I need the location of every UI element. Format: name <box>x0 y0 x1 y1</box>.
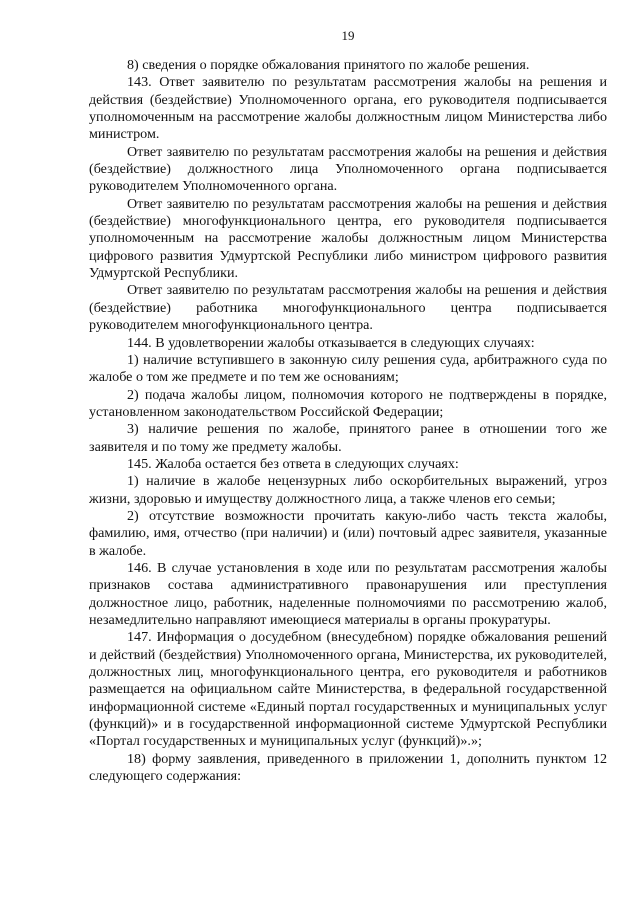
paragraph-item-8: 8) сведения о порядке обжалования принятого по жалобе решения. <box>127 57 530 73</box>
paragraph-145: 145. Жалоба остается без ответа в следующих случаях: <box>127 455 459 472</box>
page-number: 19 <box>341 28 355 43</box>
paragraph-145-item-1: 1) наличие в жалобе нецензурных либо оскорбительных выражений, угроз жизни, здоровью и имуществу должностного лица, а также членов его семьи; <box>89 473 607 507</box>
paragraph-147: 147. Информация о досудебном (внесудебном) порядке обжалования решений и действий (бездействия) Уполномоченного органа, Министерства, их руководителей, должностных лиц, многофункционального центра, его руководителя и работников размещается на официальном сайте Министерства, в федеральной государственной информационной системе «Единый портал государственных и муниципальных услуг (функций)» и в государственной информационной системе Удмуртской Республики «Портал государственных и муниципальных услуг (функций)».»; <box>89 629 607 750</box>
paragraph-145-item-2: 2) отсутствие возможности прочитать какую-либо часть текста жалобы, фамилию, имя, отчество (при наличии) и (или) почтовый адрес заявителя, указанные в жалобе. <box>89 507 607 559</box>
paragraph-answer-official: Ответ заявителю по результатам рассмотрения жалобы на решения и действия (бездействие) должностного лица Уполномоченного органа подписывается руководителем Уполномоченного органа. <box>89 143 607 195</box>
paragraph-144-item-1: 1) наличие вступившего в законную силу решения суда, арбитражного суда по жалобе о том же предмете и по тем же основаниям; <box>89 351 607 386</box>
paragraph-144-item-2: 2) подача жалобы лицом, полномочия которого не подтверждены в порядке, установленном законодательством Российской Федерации; <box>89 386 607 420</box>
paragraph-answer-mfc-worker: Ответ заявителю по результатам рассмотрения жалобы на решения и действия (бездействие) работника многофункционального центра подписывается руководителем многофункционального центра. <box>89 282 607 334</box>
paragraph-answer-mfc: Ответ заявителю по результатам рассмотрения жалобы на решения и действия (бездействие) многофункционального центра, его руководителя подписывается уполномоченным на рассмотрение жалобы должностным лицом Министерства цифрового развития Удмуртской Республики либо министром цифрового развития Удмуртской Республики. <box>89 195 607 282</box>
paragraph-144-item-3: 3) наличие решения по жалобе, принятого ранее в отношении того же заявителя и по тому же предмету жалобы. <box>89 421 607 455</box>
document-page <box>89 27 607 785</box>
paragraph-item-18: 18) форму заявления, приведенного в приложении 1, дополнить пунктом 12 следующего содержания: <box>89 750 607 785</box>
paragraph-143: 143. Ответ заявителю по результатам рассмотрения жалобы на решения и действия (бездействие) Уполномоченного органа, его руководителя подписывается уполномоченным на рассмотрение жалобы должностным лицом Министерства либо министром. <box>89 74 607 143</box>
paragraph-146: 146. В случае установления в ходе или по результатам рассмотрения жалобы признаков состава административного правонарушения или преступления должностное лицо, работник, наделенные полномочиями по рассмотрению жалоб, незамедлительно направляют имеющиеся материалы в органы прокуратуры. <box>89 559 607 628</box>
paragraph-144: 144. В удовлетворении жалобы отказывается в следующих случаях: <box>127 334 535 351</box>
